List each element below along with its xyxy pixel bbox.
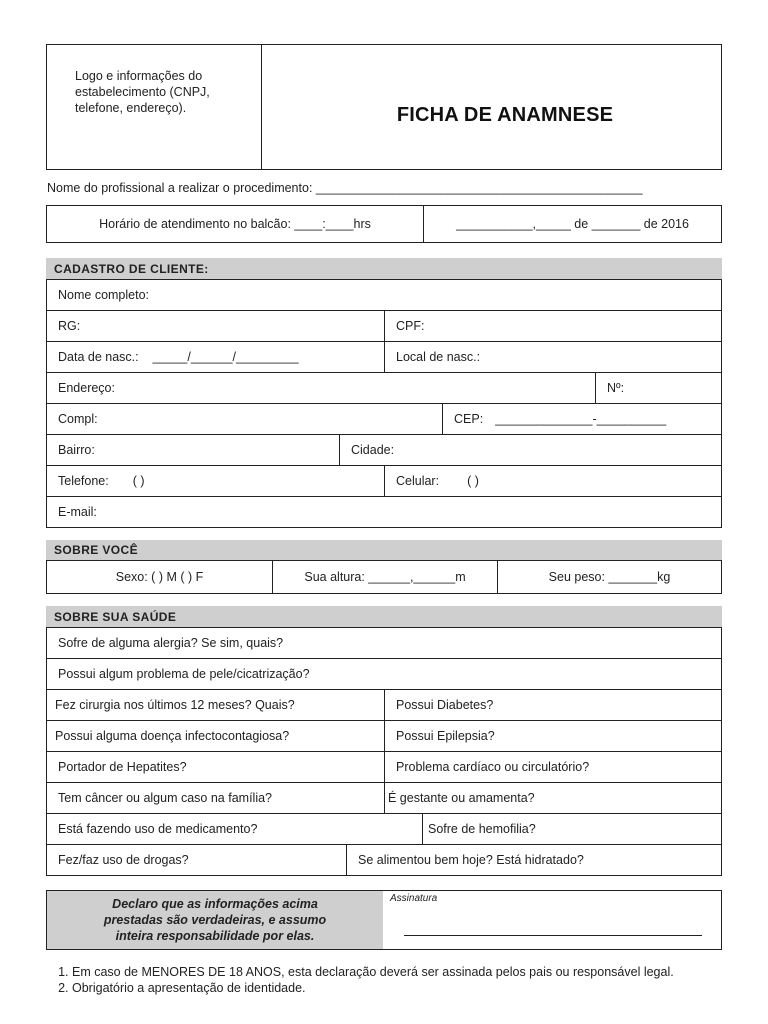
q-alergia[interactable]: Sofre de alguma alergia? Se sim, quais?	[46, 627, 722, 659]
q-diabetes[interactable]: Possui Diabetes?	[384, 689, 722, 721]
local-nasc-field[interactable]: Local de nasc.:	[384, 341, 722, 373]
data-nasc-field[interactable]	[46, 341, 385, 373]
peso-field[interactable]: Seu peso: _______kg	[497, 560, 722, 594]
nome-completo-field[interactable]: Nome completo:	[46, 279, 722, 311]
q-gestante[interactable]: É gestante ou amamenta?	[384, 782, 722, 814]
notes-list	[52, 964, 692, 996]
cep-blank: ______________-__________	[495, 412, 667, 426]
telefone-label: Telefone:	[58, 474, 109, 488]
endereco-field[interactable]: Endereço:	[46, 372, 596, 404]
q-drogas[interactable]: Fez/faz uso de drogas?	[46, 844, 347, 876]
q-cardiaco[interactable]: Problema cardíaco ou circulatório?	[384, 751, 722, 783]
bairro-field[interactable]: Bairro:	[46, 434, 340, 466]
q-hepatites[interactable]: Portador de Hepatites?	[46, 751, 385, 783]
page-title: FICHA DE ANAMNESE	[396, 104, 614, 126]
q-epilepsia[interactable]: Possui Epilepsia?	[384, 720, 722, 752]
sexo-field[interactable]: Sexo: ( ) M ( ) F	[46, 560, 273, 594]
celular-label: Celular:	[396, 474, 440, 488]
q-hemofilia[interactable]: Sofre de hemofilia?	[422, 813, 722, 845]
q-medicamento[interactable]: Está fazendo uso de medicamento?	[46, 813, 423, 845]
signature-line[interactable]	[404, 935, 702, 936]
professional-name-field[interactable]: Nome do profissional a realizar o procedimento: _______________________________________________	[47, 181, 643, 195]
note-item: 2. Obrigatório a apresentação de identidade.	[72, 980, 692, 996]
cidade-field[interactable]: Cidade:	[339, 434, 722, 466]
telefone-blank: ( )	[132, 474, 145, 488]
q-infecto[interactable]: Possui alguma doença infectocontagiosa?	[46, 720, 385, 752]
celular-blank: ( )	[467, 474, 479, 488]
q-cirurgia[interactable]: Fez cirurgia nos últimos 12 meses? Quais?	[46, 689, 385, 721]
data-nasc-blank: _____/______/_________	[152, 350, 299, 364]
schedule-time-field[interactable]: Horário de atendimento no balcão: ____:____hrs	[46, 205, 424, 243]
note-item: 1. Em caso de MENORES DE 18 ANOS, esta declaração deverá ser assinada pelos pais ou responsável legal.	[72, 964, 692, 980]
q-cancer[interactable]: Tem câncer ou algum caso na família?	[46, 782, 385, 814]
numero-field[interactable]: Nº:	[595, 372, 722, 404]
altura-field[interactable]: Sua altura: ______,______m	[272, 560, 498, 594]
section-sobre-voce: SOBRE VOCÊ	[46, 540, 722, 560]
section-cadastro: CADASTRO DE CLIENTE:	[46, 258, 722, 279]
q-alimentou[interactable]: Se alimentou bem hoje? Está hidratado?	[346, 844, 722, 876]
declaration-text: Declaro que as informações acima prestadas são verdadeiras, e assumo inteira responsabilidade por elas.	[47, 891, 383, 949]
cep-label: CEP:	[454, 412, 484, 426]
celular-field[interactable]	[384, 465, 722, 497]
logo-placeholder: Logo e informações do estabelecimento (CNPJ, telefone, endereço).	[75, 69, 210, 115]
section-saude: SOBRE SUA SAÚDE	[46, 606, 722, 627]
data-nasc-label: Data de nasc.:	[58, 350, 139, 364]
email-field[interactable]: E-mail:	[46, 496, 722, 528]
rg-field[interactable]: RG:	[46, 310, 385, 342]
compl-field[interactable]: Compl:	[46, 403, 443, 435]
cep-field[interactable]	[442, 403, 722, 435]
q-pele[interactable]: Possui algum problema de pele/cicatrização?	[46, 658, 722, 690]
schedule-date-field[interactable]: ___________,_____ de _______ de 2016	[423, 205, 722, 243]
signature-label: Assinatura	[390, 893, 438, 904]
cpf-field[interactable]: CPF:	[384, 310, 722, 342]
telefone-field[interactable]	[46, 465, 385, 497]
